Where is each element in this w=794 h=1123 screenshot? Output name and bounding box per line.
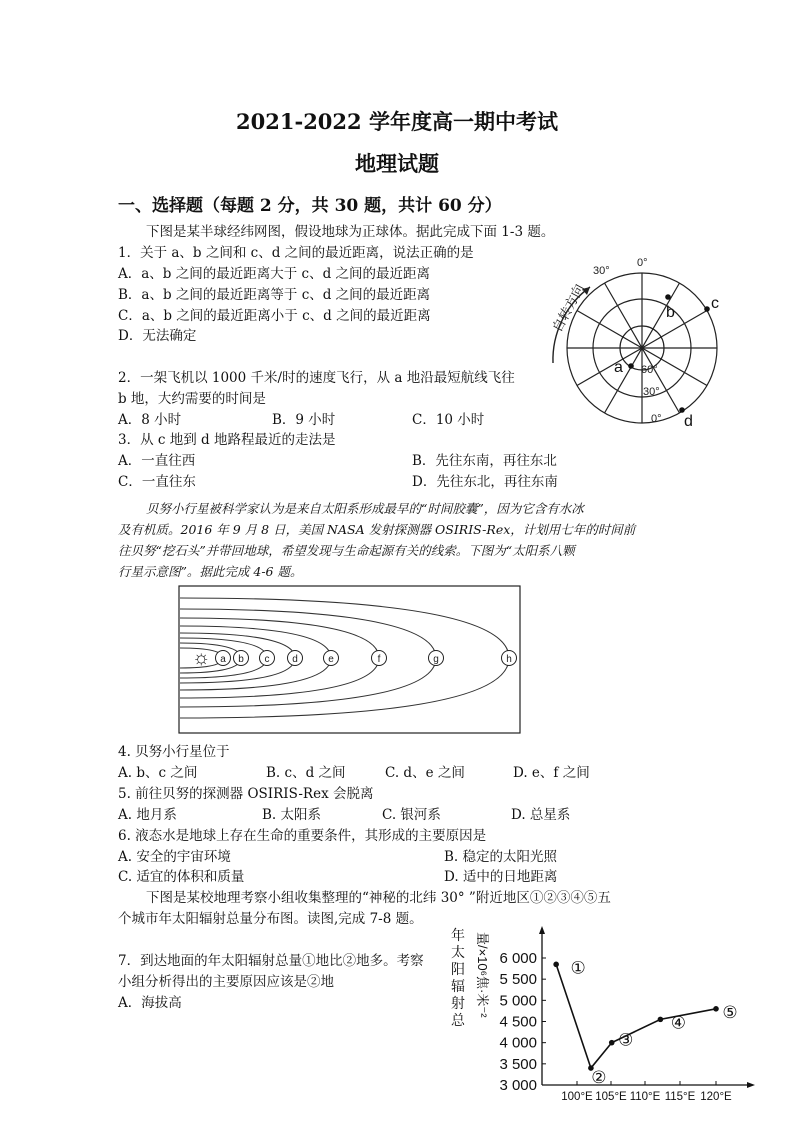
y-axis-label-char: 年 [451, 927, 465, 943]
point-b [665, 294, 671, 300]
data-point-label-1: ① [570, 958, 586, 978]
planet-label-c: c [264, 654, 270, 665]
data-point-3 [609, 1040, 615, 1046]
y-tick-label: 6 000 [499, 950, 537, 967]
point-c [704, 306, 710, 312]
lat-label-60: 60° [641, 364, 658, 376]
data-point-4 [658, 1017, 664, 1023]
intro-text-2-line4: 行星示意图”。据此完成 4-6 题。 [118, 564, 303, 579]
question-2-stem-line1: 2．一架飞机以 1000 千米/时的速度飞行，从 a 地沿最短航线飞往 [118, 370, 515, 386]
x-axis-arrow [747, 1082, 755, 1088]
radiation-chart [440, 920, 780, 1102]
point-a [628, 363, 634, 369]
graticule-diagram [530, 245, 720, 430]
data-point-1 [553, 962, 559, 968]
question-2-option-c: C．10 小时 [412, 412, 485, 428]
lat-label-30-top: 30° [593, 265, 610, 277]
question-4-option-b: B. c、d 之间 [266, 765, 346, 781]
y-tick-label: 3 500 [499, 1055, 537, 1073]
page-title: 2021-2022 学年度高一期中考试 [236, 109, 558, 134]
meridian-lines [567, 273, 717, 423]
question-1-option-b: B．a、b 之间的最近距离等于 c、d 之间的最近距离 [118, 287, 431, 303]
question-4-option-c: C. d、e 之间 [385, 765, 465, 781]
y-axis-label-part2: 量/×10⁶焦·米⁻² [475, 932, 490, 1018]
y-axis-label-char: 射 [451, 995, 465, 1011]
data-point-label-4: ④ [670, 1013, 687, 1033]
point-label-c: c [711, 295, 719, 312]
series-line [556, 964, 716, 1068]
data-point-label-5: ⑤ [722, 1002, 738, 1022]
x-tick-label: 115°E [664, 1091, 696, 1102]
lat-label-0-bottom: 0° [651, 413, 662, 425]
y-tick-label: 4 000 [499, 1034, 537, 1052]
question-7-stem-line1: 7．到达地面的年太阳辐射总量①地比②地多。考察 [118, 953, 424, 969]
y-axis-label-char: 辐 [451, 978, 465, 994]
point-label-b: b [666, 304, 675, 321]
point-label-a: a [614, 359, 623, 376]
x-tick-label: 100°E [561, 1091, 593, 1102]
x-tick-label: 105°E [595, 1091, 627, 1102]
question-6-stem: 6. 液态水是地球上存在生命的重要条件，其形成的主要原因是 [118, 828, 487, 844]
y-tick-label: 5 500 [499, 971, 537, 989]
intro-text-1: 下图是某半球经纬网图，假设地球为正球体。据此完成下面 1-3 题。 [146, 224, 555, 240]
y-axis-arrow [539, 926, 545, 934]
question-3-option-b: B．先往东南，再往东北 [412, 453, 557, 469]
question-4-option-a: A. b、c 之间 [118, 765, 198, 781]
y-tick-label: 3 000 [499, 1077, 537, 1094]
y-axis-label-char: 总 [451, 1012, 465, 1028]
point-d [679, 407, 685, 413]
question-5-stem: 5. 前往贝努的探测器 OSIRIS-Rex 会脱离 [118, 786, 374, 802]
question-1-option-c: C．a、b 之间的最近距离小于 c、d 之间的最近距离 [118, 308, 431, 324]
x-tick-label: 120°E [700, 1091, 732, 1102]
intro-text-2-line3: 往贝努“挖石头”并带回地球，希望发现与生命起源有关的线索。下图为“太阳系八颗 [118, 543, 575, 558]
question-2-option-a: A．8 小时 [118, 412, 182, 428]
question-6-option-b: B. 稳定的太阳光照 [444, 849, 558, 865]
lat-label-30-bottom: 30° [643, 386, 660, 398]
data-point-label-2: ② [591, 1068, 607, 1088]
y-tick-label: 5 000 [499, 992, 537, 1010]
question-5-option-b: B. 太阳系 [262, 807, 322, 823]
question-7-stem-line2: 小组分析得出的主要原因应该是②地 [118, 974, 334, 990]
page-subtitle: 地理试题 [355, 151, 439, 176]
question-3-option-c: C．一直往东 [118, 474, 196, 490]
question-6-option-d: D. 适中的日地距离 [444, 869, 558, 885]
lat-label-0-top: 0° [637, 257, 648, 269]
question-1-option-a: A．a、b 之间的最近距离大于 c、d 之间的最近距离 [118, 266, 431, 282]
solar-system-diagram [178, 585, 522, 735]
question-6-option-a: A. 安全的宇宙环境 [118, 849, 231, 865]
question-3-option-d: D．先往东北，再往东南 [412, 474, 558, 490]
y-axis-label-char: 阳 [451, 961, 465, 977]
intro-text-2-line1: 贝努小行星被科学家认为是来自太阳系形成最早的“时间胶囊”，因为它含有水冰 [146, 501, 584, 516]
question-4-stem: 4. 贝努小行星位于 [118, 744, 230, 760]
question-2-option-b: B．9 小时 [272, 412, 336, 428]
question-3-stem: 3．从 c 地到 d 地路程最近的走法是 [118, 432, 336, 448]
y-axis-label-char: 太 [451, 944, 465, 960]
question-2-stem-line2: b 地，大约需要的时间是 [118, 391, 266, 407]
point-label-d: d [684, 413, 693, 430]
question-3-option-a: A．一直往西 [118, 453, 196, 469]
question-4-option-d: D. e、f 之间 [513, 765, 590, 781]
question-7-option-a: A．海拔高 [118, 995, 182, 1011]
rotation-label: 自转方向 [549, 281, 588, 335]
planet-label-g: g [433, 654, 439, 665]
y-tick-label: 4 500 [499, 1013, 537, 1031]
data-point-label-3: ③ [618, 1030, 634, 1050]
data-point-5 [713, 1006, 719, 1012]
section-heading: 一、选择题（每题 2 分，共 30 题，共计 60 分） [118, 196, 502, 216]
question-5-option-a: A. 地月系 [118, 807, 177, 823]
question-5-option-d: D. 总星系 [511, 807, 571, 823]
sun-icon: ☼ [192, 647, 211, 669]
intro-text-2-line2: 及有机质。2016 年 9 月 8 日，美国 NASA 发射探测器 OSIRIS-Rex，计划用七年的时间前 [118, 522, 636, 537]
question-1-option-d: D．无法确定 [118, 328, 197, 344]
question-1-stem: 1．关于 a、b 之间和 c、d 之间的最近距离，说法正确的是 [118, 245, 474, 261]
intro-text-3-line2: 个城市年太阳辐射总量分布图。读图,完成 7-8 题。 [118, 911, 423, 927]
planet-label-e: e [328, 654, 334, 665]
question-5-option-c: C. 银河系 [382, 807, 441, 823]
intro-text-3-line1: 下图是某校地理考察小组收集整理的“神秘的北纬 30° ”附近地区①②③④⑤五 [146, 890, 611, 906]
question-6-option-c: C. 适宜的体积和质量 [118, 869, 245, 885]
planet-label-f: f [377, 654, 381, 665]
planet-label-d: d [292, 654, 298, 665]
planet-label-b: b [238, 654, 244, 665]
x-tick-label: 110°E [629, 1091, 661, 1102]
planet-label-h: h [506, 654, 512, 665]
planet-label-a: a [220, 654, 226, 665]
